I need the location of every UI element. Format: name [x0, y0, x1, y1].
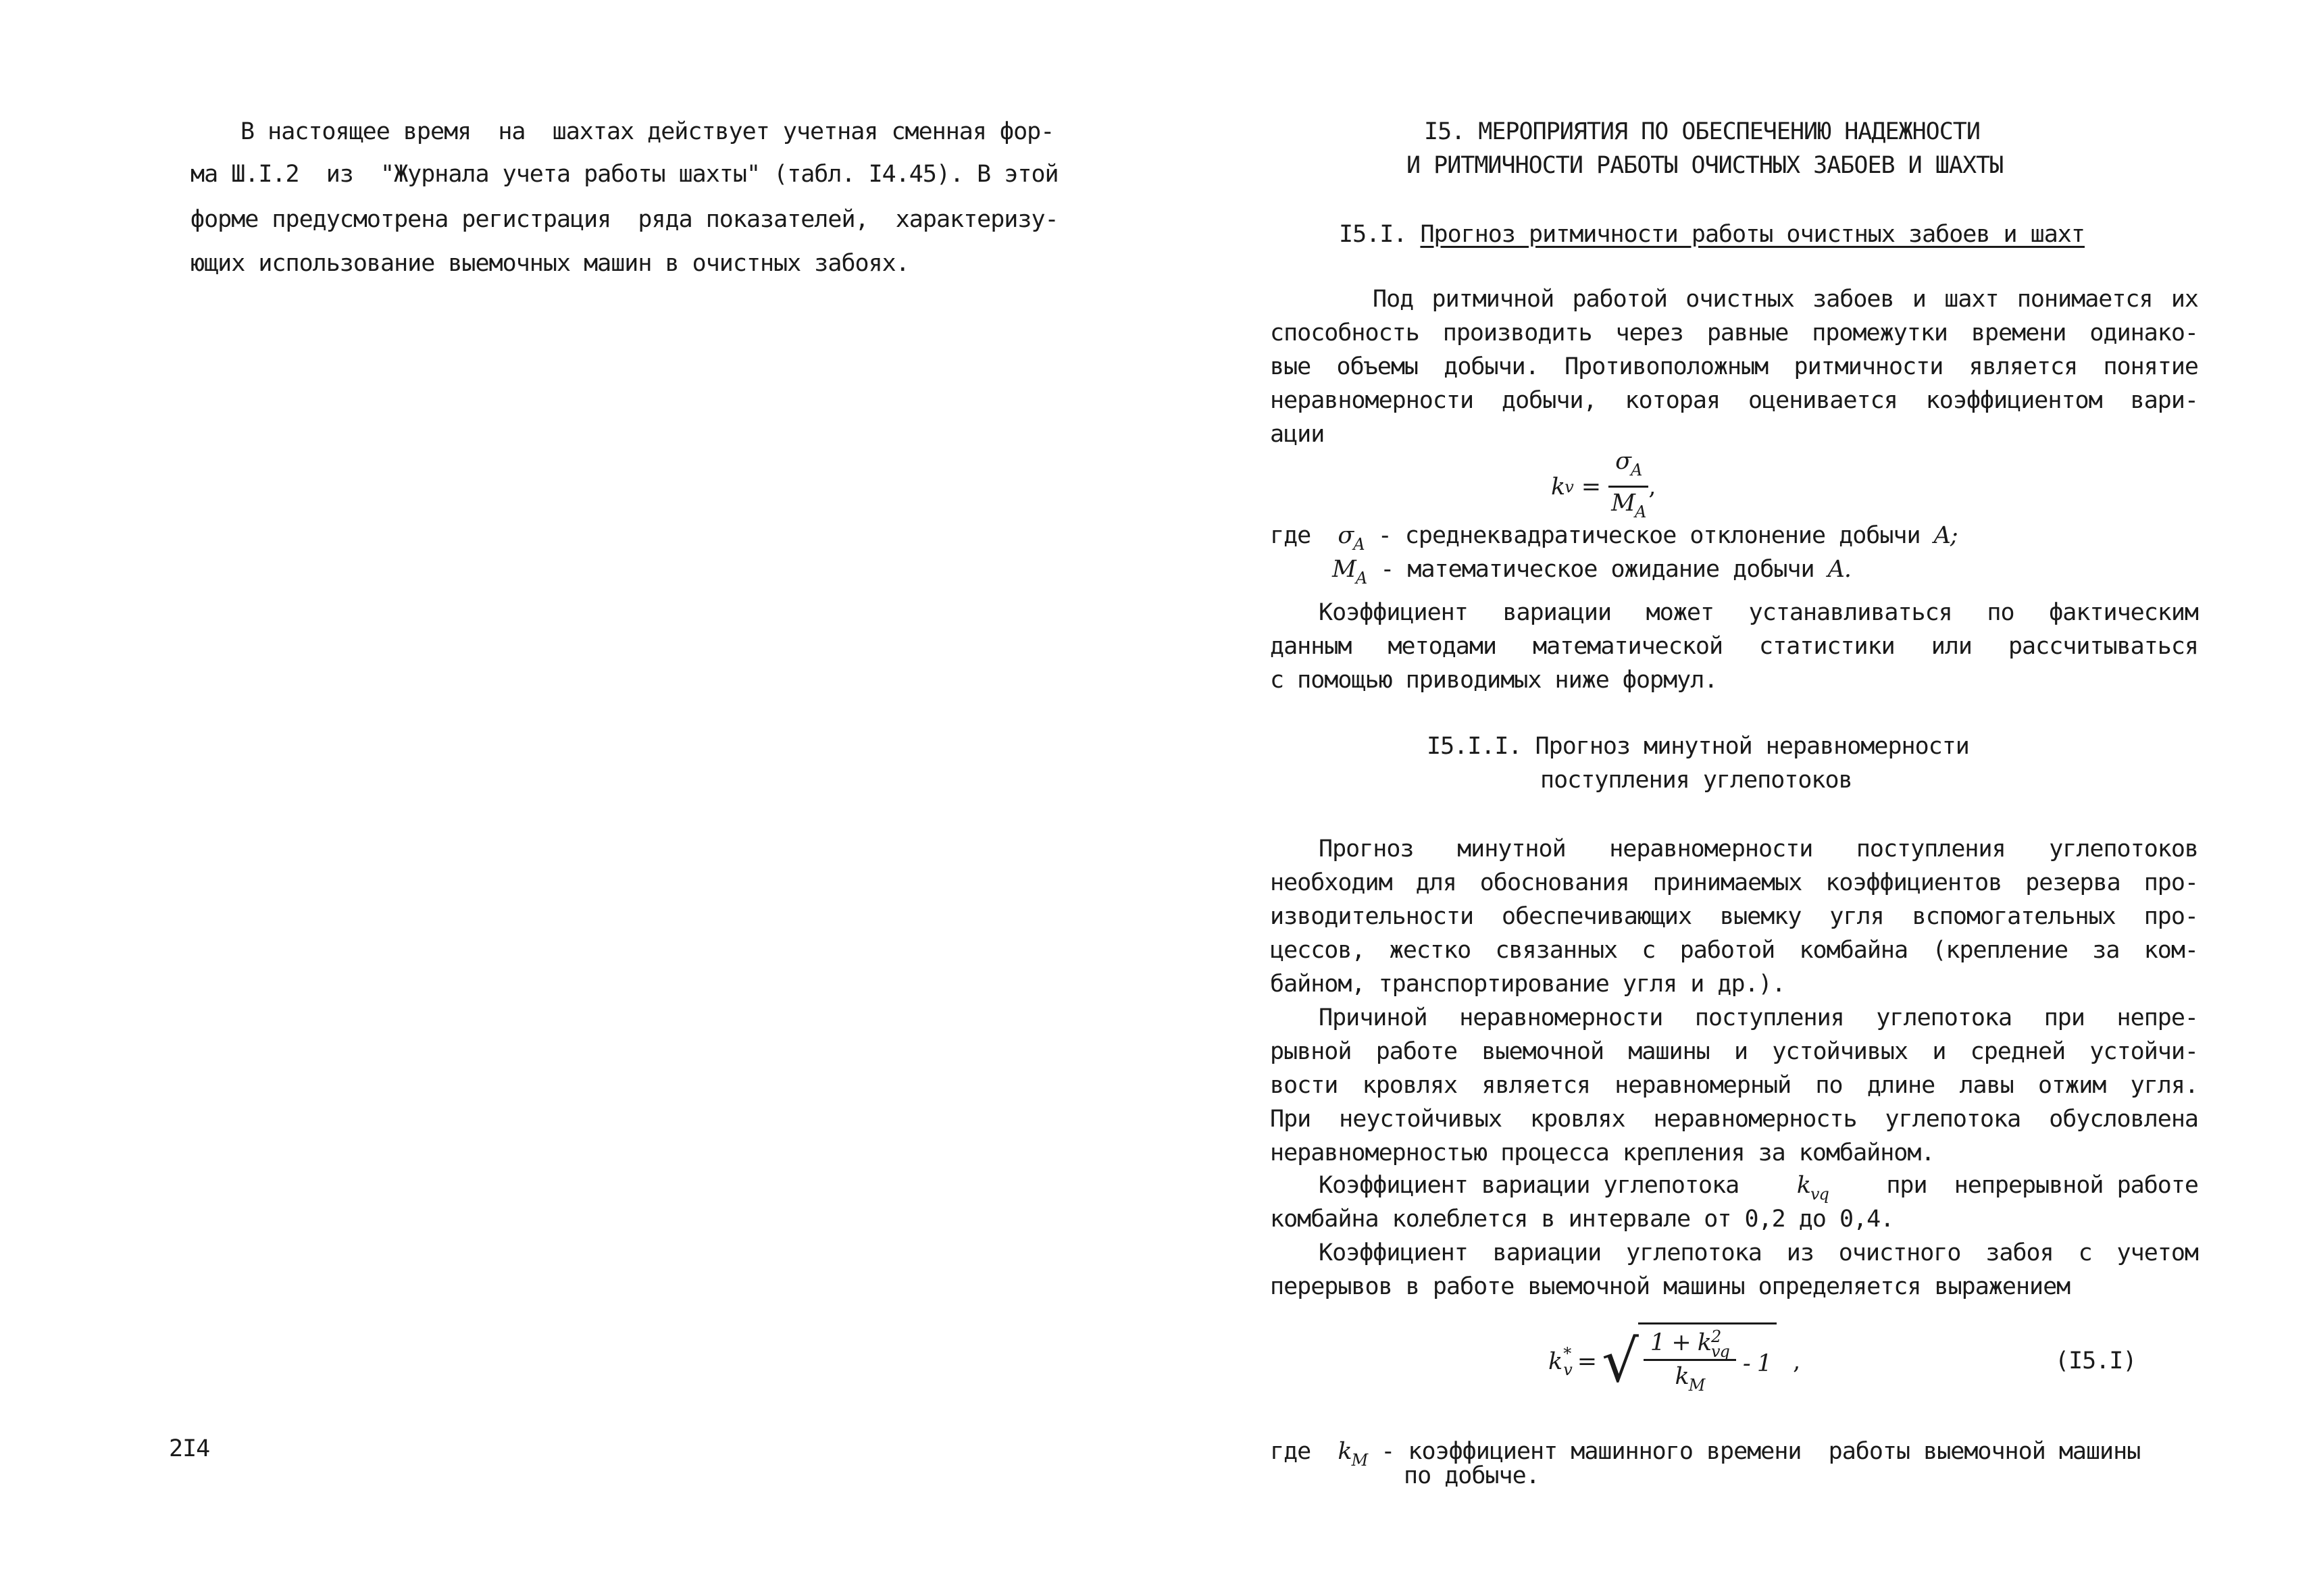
para-4-line-2: рывной работе выемочной машины и устойчивых и средней устойчи- [1270, 1038, 2198, 1065]
formula-1-lhs-sub: v [1565, 477, 1573, 496]
para-2-line-1: Коэффициент вариации может устанавливаться по фактическим [1319, 599, 2198, 626]
para-1-line-2: способность производить через равные промежутки времени одинако- [1270, 319, 2198, 346]
para-4-line-4: При неустойчивых кровлях неравномерность углепотока обусловлена [1270, 1106, 2198, 1133]
formula-2-number: (I5.I) [2055, 1347, 2137, 1374]
formula-1-fraction [1608, 446, 1648, 527]
formula-I5-I: k * v = √ 1 + k 2 vq $k_M$ - 1 , [1548, 1322, 1800, 1401]
subsubsection-heading-line-1: I5.I.I. Прогноз минутной неравномерности [1427, 733, 1969, 760]
para-4-line-5: неравномерностью процесса крепления за комбайном. [1270, 1139, 1935, 1166]
subsection-heading [1339, 217, 2085, 251]
right-page [1156, 0, 2313, 1596]
where-sigma-line: где $\sigma_A$ - среднеквадратическое отклонение добычи A; [1270, 522, 1958, 554]
para-3-line-1: Прогноз минутной неравномерности поступления углепотоков [1319, 835, 2198, 863]
para-3-line-4: цессов, жестко связанных с работой комбайна (крепление за ком- [1270, 937, 2198, 964]
para-3-line-2: необходим для обоснования принимаемых коэффициентов резерва про- [1270, 869, 2198, 896]
page-number: 2I4 [169, 1435, 210, 1462]
subsection-title: Прогноз ритмичности работы очистных забоев и шахт [1420, 221, 2085, 248]
para-5-line-1: Коэффициент вариации углепотока $k_{vq}$ при непрерывной работе [1319, 1172, 2198, 1204]
intro-line-1: В настоящее время на шахтах действует учетная сменная фор- [240, 118, 1054, 145]
para-6-line-1: Коэффициент вариации углепотока из очистного забоя с учетом [1319, 1239, 2198, 1266]
para-3-line-3: изводительности обеспечивающих выемку угля вспомогательных про- [1270, 903, 2198, 930]
section-heading-line-1: I5. МЕРОПРИЯТИЯ ПО ОБЕСПЕЧЕНИЮ НАДЕЖНОСТИ [1424, 118, 1980, 145]
formula-1-num: σ [1615, 448, 1631, 475]
formula-1-den-sub: A [1634, 503, 1646, 521]
intro-line-2: ма Ш.I.2 из "Журнала учета работы шахты" (табл. I4.45). В этой [190, 161, 1059, 188]
where-m-symbol: M [1332, 556, 1356, 583]
para-5-line-2: комбайна колеблется в интервале от 0,2 до 0,4. [1270, 1206, 1894, 1233]
intro-line-3: форме предусмотрена регистрация ряда показателей, характеризу- [190, 206, 1059, 233]
para-2-line-2: данным методами математической статистики или рассчитываться [1270, 633, 2198, 660]
subsubsection-heading-line-2: поступления углепотоков [1540, 767, 1852, 794]
para-6-line-2: перерывов в работе выемочной машины определяется выражением [1270, 1273, 2070, 1300]
subsection-number: I5.I. [1339, 221, 1407, 248]
kvq-symbol: k [1796, 1172, 1810, 1199]
para-4-line-3: вости кровлях является неравномерный по длине лавы отжим угля. [1270, 1072, 2198, 1099]
where-sigma-symbol: σ [1338, 522, 1354, 549]
para-3-line-5: байном, транспортирование угля и др.). [1270, 971, 1785, 998]
intro-line-4: ющих использование выемочных машин в очистных забоях. [190, 250, 909, 277]
para-1-line-4: неравномерности добычи, которая оценивается коэффициентом вари- [1270, 387, 2198, 414]
formula-1-lhs: k [1551, 473, 1565, 500]
formula-2-sqrt: √ 1 + k 2 vq $k_M$ - 1 [1602, 1322, 1777, 1401]
where-km-symbol: k [1338, 1438, 1352, 1465]
para-1-line-1: Под ритмичной работой очистных забоев и шахт понимается их [1373, 286, 2198, 313]
where-m-line: $M_A$ - математическое ожидание добычи A. [1332, 556, 1852, 588]
formula-1-tail: , [1648, 473, 1656, 500]
where-km-line: где $k_M$ - коэффициент машинного времени работы выемочной машины [1270, 1438, 2141, 1470]
formula-1-den: M [1611, 490, 1635, 517]
para-2-line-3: с помощью приводимых ниже формул. [1270, 667, 1718, 694]
where-km-line-2: по добыче. [1404, 1462, 1540, 1489]
para-1-line-3: вые объемы добычи. Противоположным ритмичности является понятие [1270, 353, 2198, 380]
left-page [0, 0, 1156, 1596]
para-4-line-1: Причиной неравномерности поступления углепотока при непре- [1319, 1004, 2198, 1031]
formula-2-lhs: k [1548, 1347, 1562, 1375]
formula-variation-coefficient: k v = $\frac{\sigma_A}{M_A}$ , [1551, 446, 1656, 527]
formula-1-num-sub: A [1631, 461, 1642, 480]
para-1-line-5: ации [1270, 421, 1325, 448]
section-heading-line-2: И РИТМИЧНОСТИ РАБОТЫ ОЧИСТНЫХ ЗАБОЕВ И ШАХТЫ [1406, 152, 2004, 179]
